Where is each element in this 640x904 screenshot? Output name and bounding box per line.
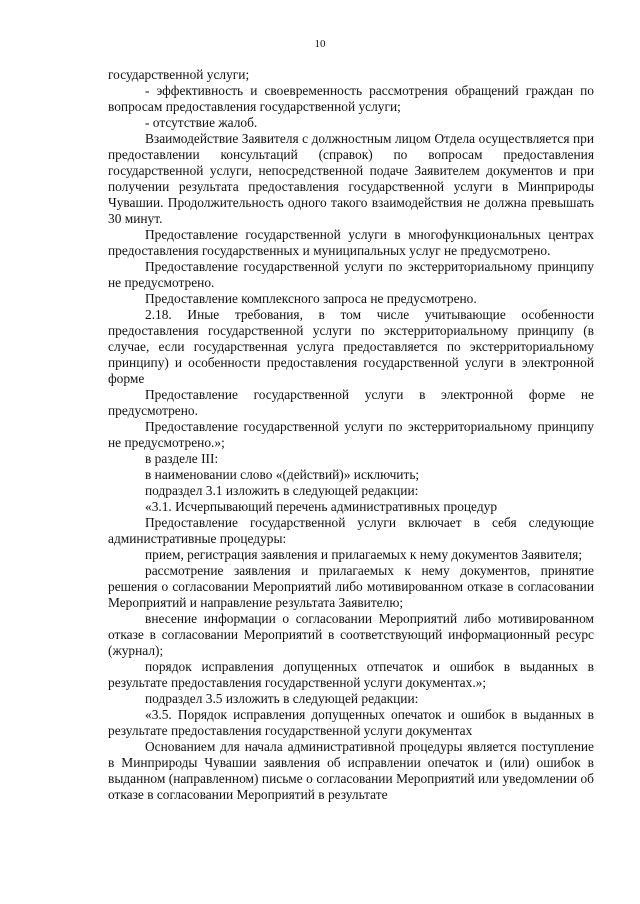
paragraph: «3.5. Порядок исправления допущенных опечаток и ошибок в выданных в результате предоставления государственной услуги документах bbox=[108, 707, 594, 738]
paragraph: Предоставление государственной услуги в многофункциональных центрах предоставления государственных и муниципальных услуг не предусмотрено. bbox=[108, 227, 594, 258]
paragraph: Предоставление комплексного запроса не предусмотрено. bbox=[145, 291, 477, 306]
paragraph: государственной услуги; bbox=[108, 67, 250, 82]
paragraph: - эффективность и своевременность рассмотрения обращений граждан по вопросам предоставления государственной услуги; bbox=[108, 83, 594, 114]
paragraph: Основанием для начала административной процедуры является поступление в Минприроды Чувашии заявления об исправлении опечаток и (или) ошибок в выданном (направленном) письме о согласовании Мероприятий или уведомлении об отказе в согласовании Мероприятий в результате bbox=[108, 739, 594, 802]
paragraph: подраздел 3.5 изложить в следующей редакции: bbox=[145, 691, 419, 706]
page-number: 10 bbox=[314, 38, 326, 50]
paragraph: Предоставление государственной услуги по экстерриториальному принципу не предусмотрено.»; bbox=[108, 419, 594, 450]
document-body bbox=[108, 67, 594, 803]
paragraph: Взаимодействие Заявителя с должностным лицом Отдела осуществляется при предоставлении консультаций (справок) по вопросам предоставления государственной услуги, непосредственной подаче Заявителем документов и при получении результата предоставления государственной услуги в Минприроды Чувашии. Продолжительность одного такого взаимодействия не должна превышать 30 минут. bbox=[108, 131, 594, 226]
paragraph: внесение информации о согласовании Мероприятий либо мотивированном отказе в согласовании Мероприятий в соответствующий информационный ресурс (журнал); bbox=[108, 611, 594, 658]
paragraph: в разделе III: bbox=[145, 451, 219, 466]
paragraph: Предоставление государственной услуги включает в себя следующие административные процедуры: bbox=[108, 515, 594, 546]
paragraph: Предоставление государственной услуги в электронной форме не предусмотрено. bbox=[108, 387, 594, 418]
paragraph: в наименовании слово «(действий)» исключить; bbox=[145, 467, 420, 482]
paragraph: рассмотрение заявления и прилагаемых к нему документов, принятие решения о согласовании Мероприятий либо мотивированном отказе в согласовании Мероприятий и направление результата Заявителю; bbox=[108, 563, 594, 610]
paragraph: 2.18. Иные требования, в том числе учитывающие особенности предоставления государственной услуги по экстерриториальному принципу (в случае, если государственная услуга предоставляется по экстерриториальному принципу) и особенности предоставления государственной услуги в электронной форме bbox=[108, 307, 594, 386]
paragraph: порядок исправления допущенных отпечаток и ошибок в выданных в результате предоставления государственной услуги документах.»; bbox=[108, 659, 594, 690]
paragraph: подраздел 3.1 изложить в следующей редакции: bbox=[145, 483, 419, 498]
paragraph: прием, регистрация заявления и прилагаемых к нему документов Заявителя; bbox=[145, 547, 583, 562]
paragraph: Предоставление государственной услуги по экстерриториальному принципу не предусмотрено. bbox=[108, 259, 594, 290]
paragraph: - отсутствие жалоб. bbox=[145, 115, 258, 130]
paragraph: «3.1. Исчерпывающий перечень административных процедур bbox=[145, 499, 498, 514]
